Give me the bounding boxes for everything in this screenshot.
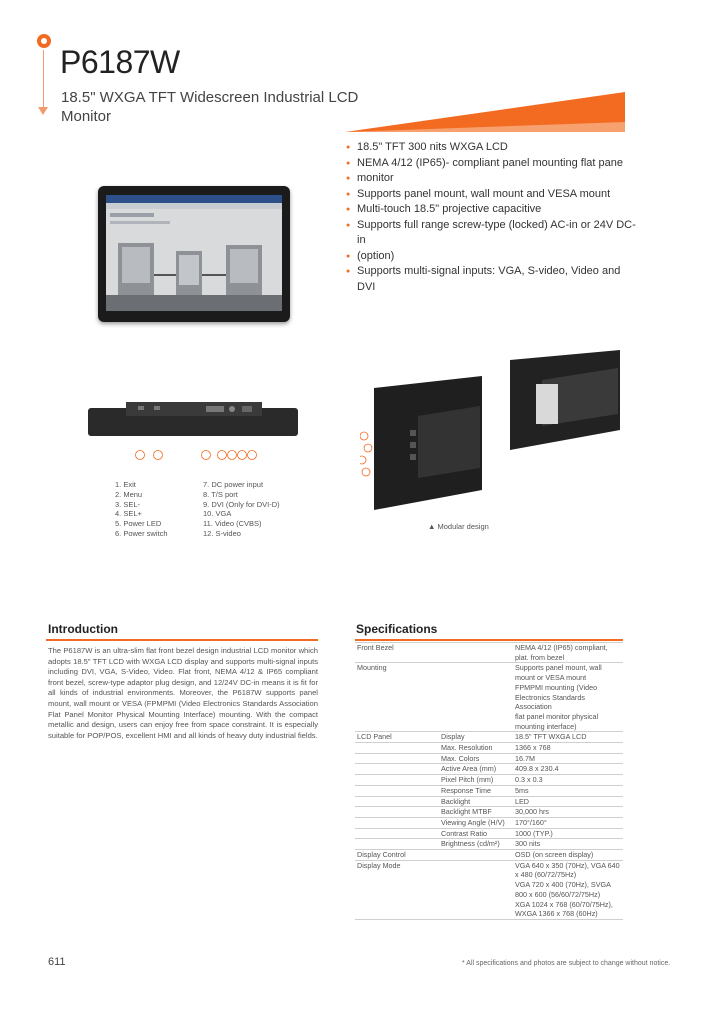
spec-row xyxy=(355,839,623,850)
feature-item-continued: ● (option) xyxy=(346,249,636,265)
spec-value: 409.8 x 230.4 xyxy=(513,764,623,775)
spec-subkey xyxy=(439,880,513,899)
spec-row xyxy=(355,732,623,743)
spec-value: OSD (on screen display) xyxy=(513,850,623,861)
spec-key xyxy=(355,712,439,732)
spec-key xyxy=(355,817,439,828)
port-label: 11. Video (CVBS) xyxy=(203,519,262,529)
feature-list xyxy=(346,140,636,295)
spec-row xyxy=(355,785,623,796)
spec-value: flat panel monitor physical mounting interface) xyxy=(515,711,599,731)
port-label: 5. Power LED xyxy=(115,519,162,529)
introduction-text: The P6187W is an ultra-slim flat front bezel design industrial LCD monitor which adopts 18.5" TFT LCD with WXGA LCD display and supports multi-signal inputs including DVI, VGA, S-Video, Video. Flat front, NEMA 4/12 & IP65 compliant front bezel, screw-type adaptor plug design, and 12/24V DC-in means it is fit for all kinds of industrial environments. Moreover, the P6187W supports panel mount, wall mount or VESA (FPMPMI (Video Electronics Standards Association Flat Panel Monitor Physical Mounting Interface) mounting. With the compact metallic and design, users can enjoy free from space constraint. It is especially suitable for POP/POS, excellent HMI and all kinds of heavy duty industrial fields. xyxy=(48,646,318,740)
spec-value: 0.3 x 0.3 xyxy=(513,775,623,786)
spec-subkey xyxy=(439,850,513,861)
product-subtitle xyxy=(61,88,361,126)
port-label: 7. DC power input xyxy=(203,480,264,489)
spec-subkey: Viewing Angle (H/V) xyxy=(439,817,513,828)
port-label: 4. SEL+ xyxy=(115,509,142,519)
port-callout-markers xyxy=(130,448,260,462)
spec-row xyxy=(355,753,623,764)
spec-row xyxy=(355,860,623,880)
spec-subkey xyxy=(439,643,513,663)
spec-row xyxy=(355,743,623,754)
rear-caption: ▲ Modular design xyxy=(428,522,489,531)
accent-banner xyxy=(345,92,625,132)
monitor-front-image xyxy=(98,186,290,322)
spec-value: NEMA 4/12 (IP65) compliant, plat. from bezel xyxy=(513,643,623,663)
spec-value: 5ms xyxy=(513,785,623,796)
spec-row xyxy=(355,712,623,732)
monitor-screen xyxy=(106,195,282,311)
spec-subkey: Display xyxy=(439,732,513,743)
spec-row xyxy=(355,900,623,920)
feature-item: ● Supports panel mount, wall mount and VESA mount xyxy=(346,187,636,203)
specifications-heading: Specifications xyxy=(356,622,438,636)
port-label: 2. Menu xyxy=(115,489,143,499)
port-label: 8. T/S port xyxy=(203,489,238,499)
spec-value: 1000 (TYP.) xyxy=(513,828,623,839)
spec-row xyxy=(355,807,623,818)
ports-column xyxy=(115,480,205,539)
spec-subkey xyxy=(439,683,513,712)
spec-key xyxy=(355,900,439,920)
spec-key xyxy=(355,880,439,899)
spec-key xyxy=(355,828,439,839)
port-label: 6. Power switch xyxy=(115,528,168,538)
feature-item: ● Multi-touch 18.5" projective capacitive xyxy=(346,202,636,218)
spec-value: 30,000 hrs xyxy=(513,807,623,818)
spec-subkey: Pixel Pitch (mm) xyxy=(439,775,513,786)
spec-row xyxy=(355,817,623,828)
page-number: 611 xyxy=(48,956,66,968)
spec-value: Supports panel mount, wall mount or VESA mount xyxy=(513,663,623,683)
spec-row xyxy=(355,683,623,712)
hmi-screen-illustration xyxy=(106,195,282,311)
port-label: 3. SEL- xyxy=(115,499,141,509)
spec-row xyxy=(355,796,623,807)
spec-key: Display Mode xyxy=(355,860,439,880)
spec-subkey: Max. Resolution xyxy=(439,743,513,754)
spec-value: 1366 x 768 xyxy=(513,743,623,754)
introduction-heading: Introduction xyxy=(48,622,118,636)
subtitle-line: Monitor xyxy=(61,108,112,125)
port-label: 1. Exit xyxy=(115,480,136,489)
spec-row xyxy=(355,828,623,839)
spec-value: FPMPMI mounting (Video Electronics Standards Association xyxy=(515,682,598,712)
spec-key: Display Control xyxy=(355,850,439,861)
spec-subkey xyxy=(439,663,513,683)
footnote: * All specifications and photos are subject to change without notice. xyxy=(462,960,671,967)
spec-subkey: Contrast Ratio xyxy=(439,828,513,839)
specifications-body xyxy=(355,643,623,920)
spec-key: Mounting xyxy=(355,663,439,683)
specifications-rule xyxy=(355,639,623,641)
subtitle-line: 18.5" WXGA TFT Widescreen Industrial LCD xyxy=(61,89,359,106)
spec-subkey xyxy=(439,712,513,732)
port-label: 10. VGA xyxy=(203,509,232,519)
spec-key xyxy=(355,839,439,850)
spec-key xyxy=(355,683,439,712)
spec-value: 18.5" TFT WXGA LCD xyxy=(513,732,623,743)
spec-row xyxy=(355,850,623,861)
spec-key xyxy=(355,775,439,786)
spec-value: LED xyxy=(513,796,623,807)
spec-value: XGA 1024 x 768 (60/70/75Hz), WXGA 1366 x 768 (60Hz) xyxy=(513,900,623,920)
port-label: 9. DVI (Only for DVI-D) xyxy=(203,499,280,509)
spec-subkey xyxy=(439,860,513,880)
spec-subkey xyxy=(439,900,513,920)
spec-subkey: Backlight xyxy=(439,796,513,807)
spec-key xyxy=(355,753,439,764)
title-bullet-icon xyxy=(37,34,51,48)
spec-subkey: Active Area (mm) xyxy=(439,764,513,775)
spec-key xyxy=(355,807,439,818)
spec-key: Front Bezel xyxy=(355,643,439,663)
feature-item-continued: ● monitor xyxy=(346,171,636,187)
port-label: 12. S-video xyxy=(203,528,241,538)
spec-value: VGA 640 x 350 (70Hz), VGA 640 x 480 (60/72/75Hz) xyxy=(513,860,623,880)
spec-key xyxy=(355,796,439,807)
spec-key xyxy=(355,785,439,796)
introduction-rule xyxy=(46,639,318,641)
feature-item: ● 18.5" TFT 300 nits WXGA LCD xyxy=(346,140,636,156)
feature-item: ● Supports full range screw-type (locked) AC-in or 24V DC-in xyxy=(346,218,636,249)
spec-row xyxy=(355,643,623,663)
spec-subkey: Max. Colors xyxy=(439,753,513,764)
feature-item: ● Supports multi-signal inputs: VGA, S-video, Video and DVI xyxy=(346,264,636,295)
specifications-table xyxy=(355,642,623,920)
ports-column xyxy=(203,480,293,539)
spec-key xyxy=(355,764,439,775)
spec-value: VGA 720 x 400 (70Hz), SVGA 800 x 600 (56/60/72/75Hz) xyxy=(515,880,611,899)
spec-key xyxy=(355,743,439,754)
spec-value: 16.7M xyxy=(513,753,623,764)
down-arrow-icon xyxy=(38,107,48,115)
model-title: P6187W xyxy=(60,44,180,80)
monitor-bottom-view-image xyxy=(88,400,298,440)
spec-row xyxy=(355,663,623,683)
feature-item: ● NEMA 4/12 (IP65)- compliant panel mounting flat pane xyxy=(346,156,636,172)
spec-subkey: Backlight MTBF xyxy=(439,807,513,818)
spec-value: 300 nits xyxy=(513,839,623,850)
spec-row xyxy=(355,775,623,786)
spec-subkey: Response Time xyxy=(439,785,513,796)
monitor-rear-modular-image xyxy=(360,350,630,510)
spec-value: 170°/160° xyxy=(513,817,623,828)
spec-subkey: Brightness (cd/m²) xyxy=(439,839,513,850)
spec-row xyxy=(355,764,623,775)
title-rule xyxy=(43,50,44,110)
spec-key: LCD Panel xyxy=(355,732,439,743)
spec-row xyxy=(355,880,623,899)
